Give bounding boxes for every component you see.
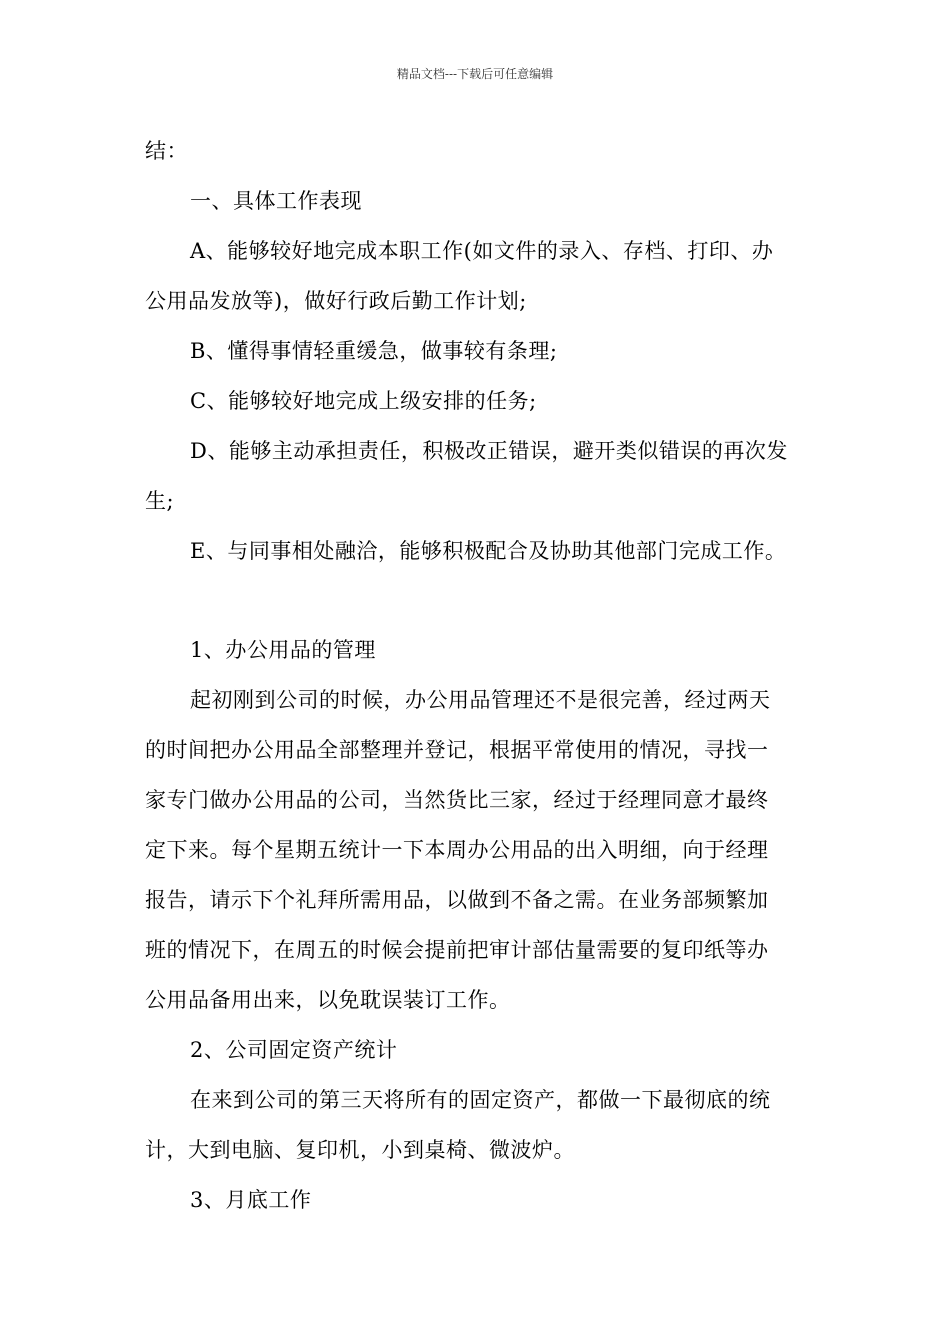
text-line: 定下来。每个星期五统计一下本周办公用品的出入明细，向于经理 <box>145 838 769 862</box>
text-line: 的时间把办公用品全部整理并登记，根据平常使用的情况，寻找一 <box>145 738 769 762</box>
text-line: 生; <box>145 489 175 513</box>
text-line: 公用品发放等)，做好行政后勤工作计划; <box>145 289 527 313</box>
text-line: A、能够较好地完成本职工作(如文件的录入、存档、打印、办 <box>190 239 774 263</box>
text-line: 家专门做办公用品的公司，当然货比三家，经过于经理同意才最终 <box>145 788 769 812</box>
section-heading: 1、办公用品的管理 <box>190 638 376 662</box>
page-header: 精品文档---下载后可任意编辑 <box>396 67 554 81</box>
text-line: 计，大到电脑、复印机，小到桌椅、微波炉。 <box>145 1138 575 1162</box>
section-heading: 3、月底工作 <box>190 1188 312 1212</box>
text-line: D、能够主动承担责任，积极改正错误，避开类似错误的再次发 <box>190 439 788 463</box>
section-heading: 一、具体工作表现 <box>190 189 362 213</box>
text-line: C、能够较好地完成上级安排的任务; <box>190 389 537 413</box>
text-line: E、与同事相处融洽，能够积极配合及协助其他部门完成工作。 <box>190 539 787 563</box>
text-line: 在来到公司的第三天将所有的固定资产，都做一下最彻底的统 <box>190 1088 771 1112</box>
text-line: B、懂得事情轻重缓急，做事较有条理; <box>190 339 558 363</box>
text-line: 公用品备用出来，以免耽误装订工作。 <box>145 988 511 1012</box>
text-line: 结： <box>145 139 188 163</box>
text-line: 报告，请示下个礼拜所需用品，以做到不备之需。在业务部频繁加 <box>145 888 769 912</box>
section-heading: 2、公司固定资产统计 <box>190 1038 398 1062</box>
text-line: 起初刚到公司的时候，办公用品管理还不是很完善，经过两天 <box>190 688 771 712</box>
text-line: 班的情况下，在周五的时候会提前把审计部估量需要的复印纸等办 <box>145 938 769 962</box>
